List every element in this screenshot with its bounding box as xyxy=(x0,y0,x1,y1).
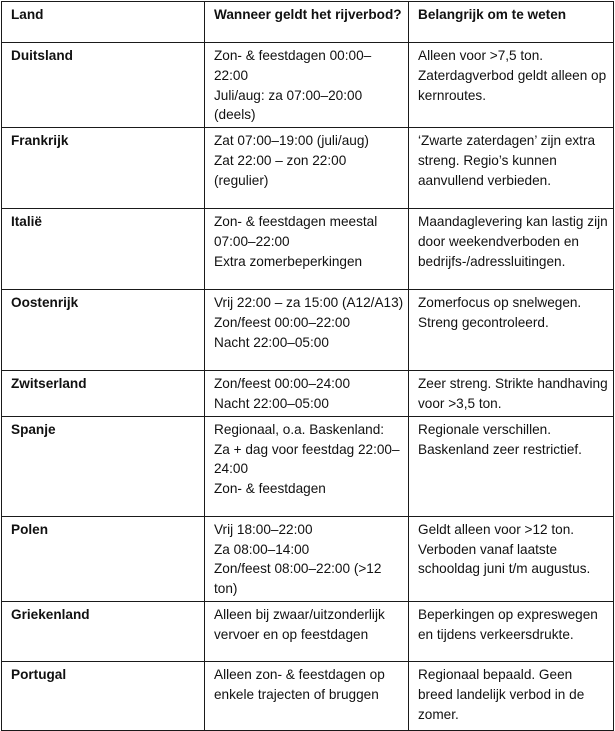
table-row xyxy=(2,128,614,209)
wanneer-line: Regionaal, o.a. Baskenland: xyxy=(214,421,385,437)
wanneer-line: Zat 07:00–19:00 (juli/aug) xyxy=(214,133,369,149)
cell-land: Oostenrijk xyxy=(2,290,205,371)
wanneer-line: Zat 22:00 – zon 22:00 (regulier) xyxy=(214,152,347,188)
wanneer-line: Vrij 22:00 – za 15:00 (A12/A13) xyxy=(214,295,404,311)
header-wanneer: Wanneer geldt het rijverbod? xyxy=(205,2,409,43)
cell-land: Italië xyxy=(2,209,205,290)
cell-wanneer xyxy=(205,661,409,730)
wanneer-line: Juli/aug: za 07:00–20:00 (deels) xyxy=(214,87,363,123)
cell-belangrijk xyxy=(409,601,614,661)
cell-belangrijk xyxy=(409,209,614,290)
table-row xyxy=(2,209,614,290)
belangrijk-line: Alleen voor >7,5 ton. Zaterdagverbod geldt alleen op kernroutes. xyxy=(418,48,607,103)
header-row xyxy=(2,2,614,43)
cell-wanneer xyxy=(205,290,409,371)
cell-wanneer xyxy=(205,416,409,516)
table-body xyxy=(2,43,614,731)
belangrijk-line: Beperkingen op expreswegen en tijdens verkeersdrukte. xyxy=(418,606,598,642)
cell-belangrijk xyxy=(409,43,614,128)
cell-land: Portugal xyxy=(2,661,205,730)
cell-wanneer xyxy=(205,516,409,601)
cell-wanneer xyxy=(205,128,409,209)
belangrijk-line: Zomerfocus op snelwegen. Streng gecontroleerd. xyxy=(418,295,582,330)
table-row xyxy=(2,661,614,730)
belangrijk-line: Regionale verschillen. Baskenland zeer restrictief. xyxy=(418,421,582,457)
wanneer-line: Zon- & feestdagen xyxy=(214,481,326,497)
cell-belangrijk xyxy=(409,290,614,371)
belangrijk-line: Regionaal bepaald. Geen breed landelijk verbod in de zomer. xyxy=(418,666,585,722)
cell-land: Polen xyxy=(2,516,205,601)
cell-wanneer xyxy=(205,43,409,128)
header-belangrijk: Belangrijk om te weten xyxy=(409,2,614,43)
table-row xyxy=(2,516,614,601)
wanneer-line: Zon- & feestdagen meestal 07:00–22:00 xyxy=(214,214,378,249)
table-row xyxy=(2,416,614,516)
table-row xyxy=(2,601,614,661)
wanneer-line: Alleen zon- & feestdagen op enkele trajecten of bruggen xyxy=(214,666,385,702)
cell-belangrijk xyxy=(409,371,614,417)
cell-land: Duitsland xyxy=(2,43,205,128)
cell-wanneer xyxy=(205,371,409,417)
wanneer-line: Za + dag voor feestdag 22:00–24:00 xyxy=(214,441,400,477)
wanneer-line: Za 08:00–14:00 xyxy=(214,541,310,557)
belangrijk-line: Zeer streng. Strikte handhaving voor >3,5 ton. xyxy=(418,376,608,411)
table-row xyxy=(2,43,614,128)
cell-wanneer xyxy=(205,209,409,290)
belangrijk-line: Geldt alleen voor >12 ton. Verboden vanaf laatste schooldag juni t/m augustus. xyxy=(418,521,591,577)
wanneer-line: Vrij 18:00–22:00 xyxy=(214,521,313,537)
belangrijk-line: ‘Zwarte zaterdagen’ zijn extra streng. Regio’s kunnen aanvullend verbieden. xyxy=(418,133,596,188)
wanneer-line: Zon/feest 08:00–22:00 (>12 ton) xyxy=(214,561,382,597)
wanneer-line: Zon/feest 00:00–24:00 xyxy=(214,376,351,392)
cell-belangrijk xyxy=(409,416,614,516)
cell-belangrijk xyxy=(409,661,614,730)
rijverbod-table xyxy=(1,1,614,731)
wanneer-line: Alleen bij zwaar/uitzonderlijk vervoer en op feestdagen xyxy=(214,606,385,642)
cell-belangrijk xyxy=(409,128,614,209)
table-row xyxy=(2,371,614,417)
wanneer-line: Zon- & feestdagen 00:00–22:00 xyxy=(214,48,372,83)
wanneer-line: Nacht 22:00–05:00 xyxy=(214,334,329,350)
table-row xyxy=(2,290,614,371)
cell-land: Zwitserland xyxy=(2,371,205,417)
cell-land: Griekenland xyxy=(2,601,205,661)
wanneer-line: Nacht 22:00–05:00 xyxy=(214,395,329,411)
cell-belangrijk xyxy=(409,516,614,601)
belangrijk-line: Maandaglevering kan lastig zijn door weekendverboden en bedrijfs-/adressluitingen. xyxy=(418,214,608,269)
cell-land: Frankrijk xyxy=(2,128,205,209)
wanneer-line: Zon/feest 00:00–22:00 xyxy=(214,314,351,330)
wanneer-line: Extra zomerbeperkingen xyxy=(214,253,363,269)
cell-land: Spanje xyxy=(2,416,205,516)
header-land: Land xyxy=(2,2,205,43)
cell-wanneer xyxy=(205,601,409,661)
